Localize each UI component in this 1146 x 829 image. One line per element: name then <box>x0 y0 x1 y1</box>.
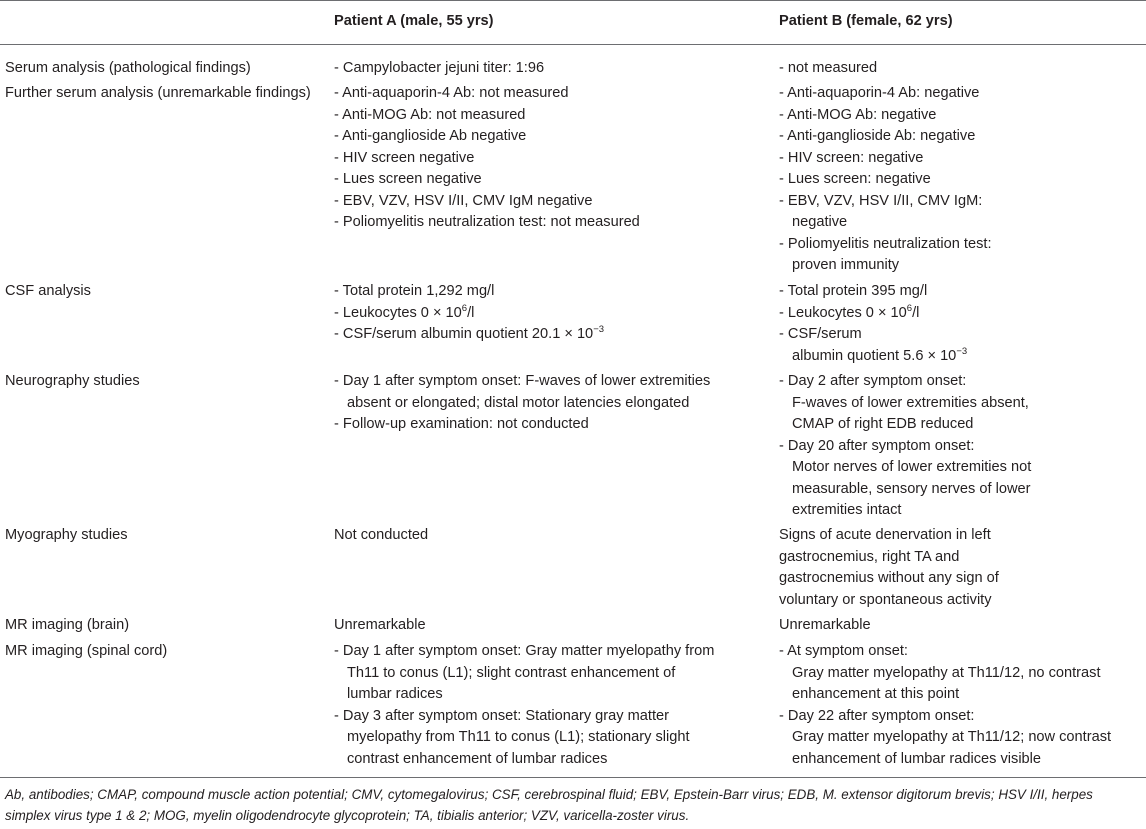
column-header-patient-b: Patient B (female, 62 yrs) <box>779 13 953 29</box>
patient-a-finding: contrast enhancement of lumbar radices <box>347 750 608 767</box>
patient-b-finding: - HIV screen: negative <box>779 149 924 166</box>
row-label: Further serum analysis (unremarkable findings) <box>5 85 311 101</box>
patient-a-finding: - Anti-aquaporin-4 Ab: not measured <box>334 85 569 101</box>
patient-b-finding: F-waves of lower extremities absent, <box>792 394 1029 411</box>
patient-b-finding: - Day 2 after symptom onset: <box>779 373 967 389</box>
patient-b-finding: - Anti-aquaporin-4 Ab: negative <box>779 85 980 101</box>
row-label: MR imaging (spinal cord) <box>5 643 168 659</box>
patient-b-finding: gastrocnemius, right TA and <box>779 548 960 565</box>
patient-b-finding: CMAP of right EDB reduced <box>792 416 974 432</box>
patient-b-finding: - Total protein 395 mg/l <box>779 283 928 299</box>
row-label: Neurography studies <box>5 373 140 389</box>
patient-b-finding: Gray matter myelopathy at Th11/12; now contrast <box>792 729 1112 745</box>
patient-b-finding: gastrocnemius without any sign of <box>779 570 999 586</box>
patient-b-finding: Motor nerves of lower extremities not <box>792 459 1032 475</box>
patient-b-finding: - not measured <box>779 60 878 76</box>
patient-b-finding: - Poliomyelitis neutralization test: <box>779 235 992 252</box>
table-bottom-rule <box>0 777 1146 778</box>
patient-a-finding: - Follow-up examination: not conducted <box>334 416 589 432</box>
patient-a-finding: - Total protein 1,292 mg/l <box>334 283 495 299</box>
patient-a-finding: - Day 1 after symptom onset: F-waves of lower extremities <box>334 373 711 389</box>
patient-b-finding: - Leukocytes $0 \times 10^6/l$ <box>779 302 920 321</box>
patient-b-finding: - Anti-MOG Ab: negative <box>779 106 937 123</box>
table-top-rule <box>0 0 1146 1</box>
patient-a-finding: lumbar radices <box>347 686 443 702</box>
patient-b-finding: extremities intact <box>792 502 902 518</box>
table-header-rule <box>0 44 1146 45</box>
row-label: Myography studies <box>5 527 128 543</box>
patient-b-finding: voluntary or spontaneous activity <box>779 591 992 608</box>
patient-b-finding: enhancement of lumbar radices visible <box>792 750 1042 767</box>
patient-a-finding: Unremarkable <box>334 617 426 633</box>
patient-b-finding: negative <box>792 214 848 230</box>
patient-a-finding: - Leukocytes $0 \times 10^6/l$ <box>334 302 475 321</box>
patient-a-finding: Not conducted <box>334 527 429 543</box>
row-label: CSF analysis <box>5 283 91 299</box>
patient-b-finding: - CSF/serum <box>779 326 862 342</box>
patient-a-finding: - Lues screen negative <box>334 171 482 187</box>
patient-b-finding: - Day 20 after symptom onset: <box>779 437 975 454</box>
patient-a-finding: Th11 to conus (L1); slight contrast enhancement of <box>347 664 676 681</box>
patient-b-finding: - Day 22 after symptom onset: <box>779 707 975 724</box>
patient-a-finding: - Day 3 after symptom onset: Stationary gray matter <box>334 707 669 724</box>
patient-a-finding: absent or elongated; distal motor latencies elongated <box>347 394 690 411</box>
patient-a-finding: - Anti-ganglioside Ab negative <box>334 128 527 144</box>
patient-b-finding: enhancement at this point <box>792 686 960 702</box>
patient-b-finding: - Lues screen: negative <box>779 171 931 187</box>
patient-a-finding: - Poliomyelitis neutralization test: not measured <box>334 214 640 230</box>
patient-b-finding: - Anti-ganglioside Ab: negative <box>779 128 976 144</box>
patient-a-finding: - CSF/serum albumin quotient $20.1 \times 10^{-3}$ <box>334 324 605 342</box>
patient-a-finding: - HIV screen negative <box>334 149 475 166</box>
patient-b-finding: albumin quotient $5.6 \times 10^{-3}$ <box>792 345 968 364</box>
patient-b-finding: Signs of acute denervation in left <box>779 527 991 543</box>
row-label: Serum analysis (pathological findings) <box>5 60 251 76</box>
patient-b-finding: measurable, sensory nerves of lower <box>792 480 1031 497</box>
patient-a-finding: - EBV, VZV, HSV I/II, CMV IgM negative <box>334 192 593 209</box>
patient-a-finding: - Anti-MOG Ab: not measured <box>334 106 526 123</box>
patient-b-finding: - At symptom onset: <box>779 643 908 659</box>
column-header-patient-a: Patient A (male, 55 yrs) <box>334 13 494 29</box>
patient-b-finding: Gray matter myelopathy at Th11/12, no contrast <box>792 664 1101 681</box>
row-label: MR imaging (brain) <box>5 617 130 633</box>
patient-a-finding: - Day 1 after symptom onset: Gray matter myelopathy from <box>334 643 715 659</box>
patient-b-finding: Unremarkable <box>779 617 871 633</box>
patient-b-finding: - EBV, VZV, HSV I/II, CMV IgM: <box>779 192 983 209</box>
patient-a-finding: - Campylobacter jejuni titer: 1:96 <box>334 60 545 76</box>
patient-a-finding: myelopathy from Th11 to conus (L1); stationary slight <box>347 729 690 745</box>
patient-b-finding: proven immunity <box>792 257 900 273</box>
table-footnote: Ab, antibodies; CMAP, compound muscle action potential; CMV, cytomegalovirus; CSF, cerebrospinal fluid; EBV, Epstein-Barr virus; EDB, M. extensor digitorum brevis; HSV I/II, herpes simplex virus type 1 & 2; MOG, myelin oligodendrocyte glycoprotein; TA, tibialis anterior; VZV, varicella-zoster virus. <box>5 787 1097 823</box>
